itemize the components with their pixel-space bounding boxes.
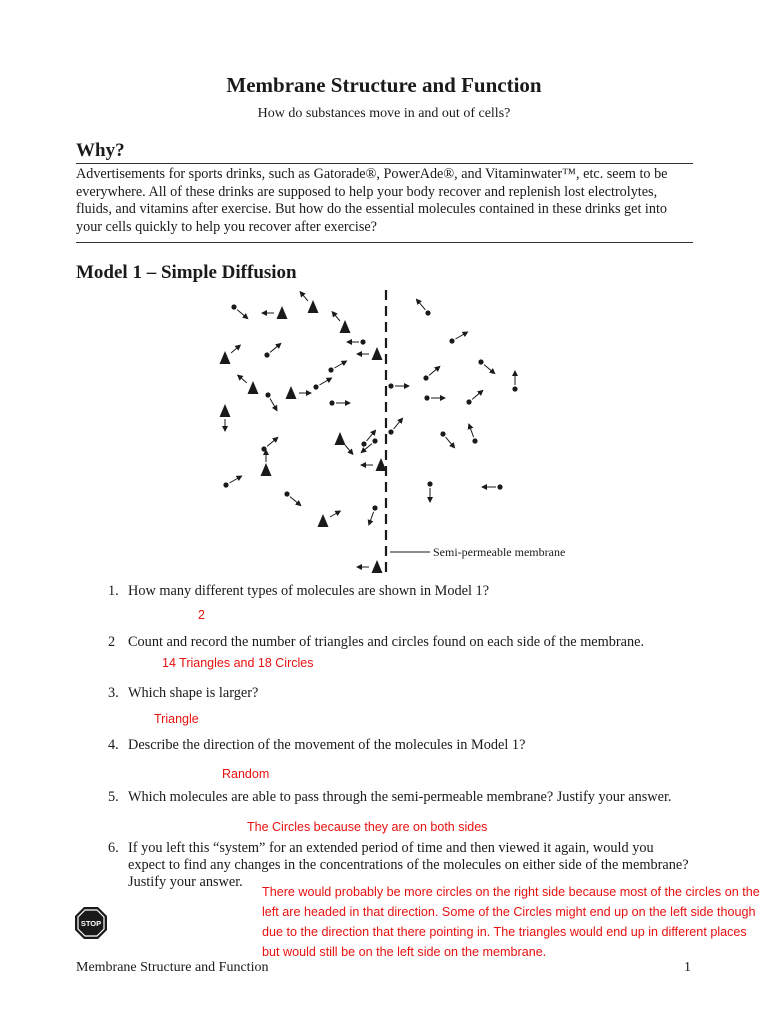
circle-molecule — [512, 386, 517, 391]
question-text: If you left this “system” for an extended period of time and then viewed it again, would you expect to find any changes in the concentrations of the molecules on either side of the membrane? Justify your answer. — [128, 840, 689, 890]
stop-sign-icon — [74, 906, 108, 940]
triangle-molecule — [261, 463, 272, 476]
question-text: Which molecules are able to pass through the semi-permeable membrane? Justify your answer. — [128, 789, 672, 805]
motion-arrow — [455, 332, 467, 339]
question-4 — [0, 737, 768, 757]
circle-molecule — [497, 484, 502, 489]
triangle-molecule — [286, 386, 297, 399]
page-number: 1 — [684, 960, 691, 975]
stop-sign-label: STOP — [80, 919, 102, 928]
motion-arrow — [270, 398, 277, 410]
answer-5: The Circles because they are on both sides — [247, 820, 488, 834]
circle-molecule — [328, 367, 333, 372]
question-number: 6. — [108, 840, 119, 856]
answer-1: 2 — [198, 608, 205, 622]
motion-arrow — [229, 476, 241, 483]
question-2 — [0, 634, 768, 654]
triangle-molecule — [372, 560, 383, 573]
circle-molecule — [329, 400, 334, 405]
answer-2: 14 Triangles and 18 Circles — [162, 656, 314, 670]
answer-3: Triangle — [154, 712, 199, 726]
circle-molecule — [265, 392, 270, 397]
circle-molecule — [449, 338, 454, 343]
motion-arrow — [270, 343, 281, 352]
question-number: 2 — [108, 634, 116, 650]
circle-molecule — [361, 441, 366, 446]
question-number: 4. — [108, 737, 119, 753]
circle-molecule — [261, 446, 266, 451]
footer-title: Membrane Structure and Function — [76, 960, 269, 975]
motion-arrow — [469, 424, 474, 437]
circle-molecule — [478, 359, 483, 364]
circle-molecule — [284, 491, 289, 496]
motion-arrow — [484, 365, 495, 374]
page-subtitle: How do substances move in and out of cells? — [257, 106, 511, 121]
motion-arrow — [267, 437, 278, 446]
triangle-molecule — [376, 458, 387, 471]
triangle-molecule — [277, 306, 288, 319]
triangle-molecule — [220, 404, 231, 417]
question-number: 5. — [108, 789, 119, 805]
motion-arrow — [472, 390, 483, 399]
circle-molecule — [360, 339, 365, 344]
circle-molecule — [372, 505, 377, 510]
motion-arrow — [238, 375, 247, 383]
circle-molecule — [313, 384, 318, 389]
motion-arrow — [416, 299, 425, 310]
triangle-molecule — [318, 514, 329, 527]
question-number: 1. — [108, 583, 119, 599]
question-text: Describe the direction of the movement of the molecules in Model 1? — [128, 737, 526, 753]
why-body: Advertisements for sports drinks, such as Gatorade®, PowerAde®, and Vitaminwater™, etc. seem to be everywhere. All of these drinks are supposed to help your body recover and replenish lost electrolytes, fluids, and vitamins after exercise. But how do the essential molecules contained in these drinks get into your cells quickly to help you recover after exercise? — [76, 166, 668, 235]
page-title: Membrane Structure and Function — [226, 73, 542, 97]
motion-arrow — [330, 511, 340, 517]
triangle-molecule — [248, 381, 259, 394]
motion-arrow — [369, 512, 374, 525]
question-number: 3. — [108, 685, 119, 701]
circle-molecule — [440, 431, 445, 436]
question-3 — [0, 685, 768, 705]
motion-arrow — [429, 366, 440, 375]
triangle-molecule — [308, 300, 319, 313]
question-1 — [0, 583, 768, 603]
motion-arrow — [394, 418, 403, 429]
circle-molecule — [388, 383, 393, 388]
circle-molecule — [466, 399, 471, 404]
triangle-molecule — [340, 320, 351, 333]
circle-molecule — [424, 395, 429, 400]
model-heading: Model 1 – Simple Diffusion — [76, 262, 297, 283]
motion-arrow — [332, 312, 340, 321]
circle-molecule — [264, 352, 269, 357]
circle-molecule — [388, 429, 393, 434]
circle-molecule — [372, 438, 377, 443]
circle-molecule — [223, 482, 228, 487]
triangle-molecule — [220, 351, 231, 364]
question-text: Which shape is larger? — [128, 685, 259, 701]
circle-molecule — [472, 438, 477, 443]
motion-arrow — [237, 310, 248, 319]
circle-molecule — [423, 375, 428, 380]
triangle-molecule — [372, 347, 383, 360]
triangle-molecule — [335, 432, 346, 445]
answer-4: Random — [222, 767, 270, 781]
circle-molecule — [427, 481, 432, 486]
circle-molecule — [425, 310, 430, 315]
motion-arrow — [345, 445, 353, 454]
motion-arrow — [334, 361, 346, 368]
question-text: Count and record the number of triangles and circles found on each side of the membrane. — [128, 634, 645, 650]
circle-molecule — [231, 304, 236, 309]
why-heading: Why? — [76, 140, 125, 161]
question-5 — [0, 789, 768, 809]
motion-arrow — [300, 292, 308, 301]
question-text: How many different types of molecules are shown in Model 1? — [128, 583, 490, 599]
motion-arrow — [319, 378, 331, 385]
answer-6: There would probably be more circles on the right side because most of the circles on the left are headed in that direction. Some of the Circles might end up on the left side though due to the direction that there pointing in. The triangles would end up in different places but would still be on the left side on the membrane. — [262, 885, 760, 959]
membrane-label: Semi-permeable membrane — [433, 545, 566, 559]
motion-arrow — [446, 437, 455, 448]
motion-arrow — [231, 345, 240, 353]
motion-arrow — [290, 497, 301, 506]
